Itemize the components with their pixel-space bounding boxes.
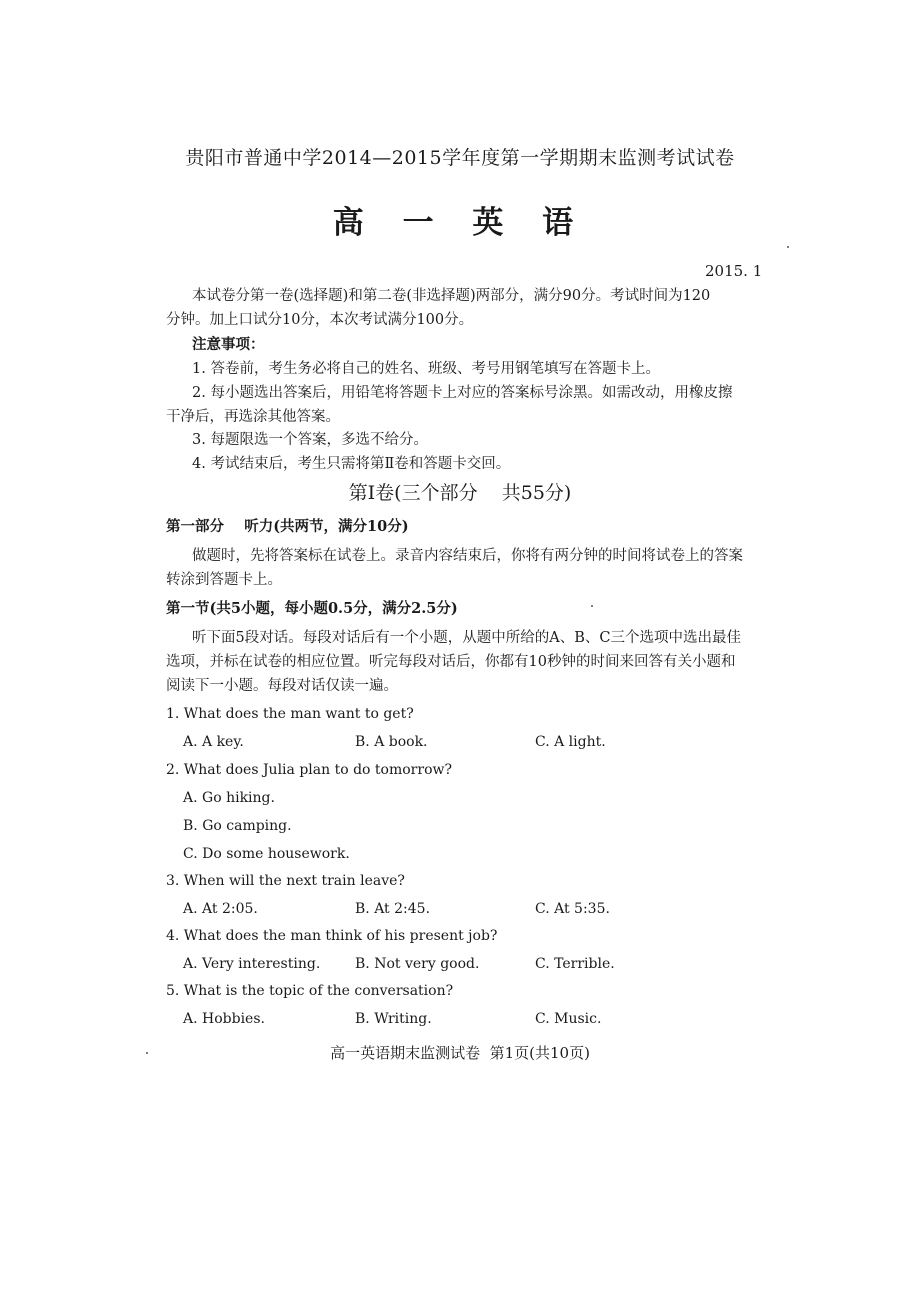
scan-speck: [787, 246, 789, 248]
scan-speck: [146, 1052, 148, 1054]
scan-speck: [591, 605, 593, 607]
option-a: A. At 2:05.: [183, 901, 258, 917]
part1-heading: 第一部分 听力(共两节，满分10分): [166, 518, 409, 535]
page-footer: 高一英语期末监测试卷 第1页(共10页): [330, 1044, 590, 1062]
question-stem: 5. What is the topic of the conversation?: [166, 983, 454, 999]
option-b: B. A book.: [355, 734, 428, 750]
option-b: B. At 2:45.: [355, 901, 431, 917]
note-1: 1. 答卷前，考生务必将自己的姓名、班级、考号用钢笔填写在答题卡上。: [192, 361, 660, 377]
section1-heading: 第一节(共5小题，每小题0.5分，满分2.5分): [166, 600, 458, 617]
note-2a: 2. 每小题选出答案后，用铅笔将答题卡上对应的答案标号涂黑。如需改动，用橡皮擦: [192, 385, 733, 401]
intro-line-1: 本试卷分第一卷(选择题)和第二卷(非选择题)两部分，满分90分。考试时间为120: [192, 288, 711, 304]
exam-date: 2015. 1: [705, 262, 763, 280]
note-2b: 干净后，再选涂其他答案。: [166, 409, 340, 425]
option-b: B. Go camping.: [183, 818, 292, 834]
option-a: A. Go hiking.: [183, 790, 275, 806]
part1-text-1: 做题时，先将答案标在试卷上。录音内容结束后，你将有两分钟的时间将试卷上的答案: [192, 548, 743, 564]
section1-text-2: 选项，并标在试卷的相应位置。听完每段对话后，你都有10秒钟的时间来回答有关小题和: [166, 654, 736, 670]
section1-text-3: 阅读下一小题。每段对话仅读一遍。: [166, 678, 398, 694]
option-c: C. Music.: [535, 1011, 602, 1027]
option-c: C. A light.: [535, 734, 606, 750]
part1-text-2: 转涂到答题卡上。: [166, 572, 282, 588]
option-a: A. Very interesting.: [183, 956, 321, 972]
note-4: 4. 考试结束后，考生只需将第Ⅱ卷和答题卡交回。: [192, 456, 511, 472]
question-stem: 2. What does Julia plan to do tomorrow?: [166, 762, 452, 778]
section1-text-1: 听下面5段对话。每段对话后有一个小题，从题中所给的A、B、C三个选项中选出最佳: [192, 630, 741, 646]
subject-title: 高 一 英 语: [332, 205, 588, 241]
option-c: C. Do some housework.: [183, 846, 350, 862]
question-stem: 4. What does the man think of his present job?: [166, 928, 498, 944]
option-c: C. At 5:35.: [535, 901, 610, 917]
option-b: B. Not very good.: [355, 956, 480, 972]
option-a: A. A key.: [183, 734, 244, 750]
option-b: B. Writing.: [355, 1011, 432, 1027]
volume-heading: 第Ⅰ卷(三个部分 共55分): [348, 482, 572, 504]
intro-line-2: 分钟。加上口试分10分，本次考试满分100分。: [166, 312, 474, 328]
note-3: 3. 每题限选一个答案，多选不给分。: [192, 432, 428, 448]
option-c: C. Terrible.: [535, 956, 615, 972]
option-a: A. Hobbies.: [183, 1011, 265, 1027]
question-stem: 1. What does the man want to get?: [166, 706, 414, 722]
exam-title: 贵阳市普通中学2014—2015学年度第一学期期末监测考试试卷: [185, 147, 735, 169]
notes-heading: 注意事项：: [192, 336, 265, 353]
question-stem: 3. When will the next train leave?: [166, 873, 405, 889]
